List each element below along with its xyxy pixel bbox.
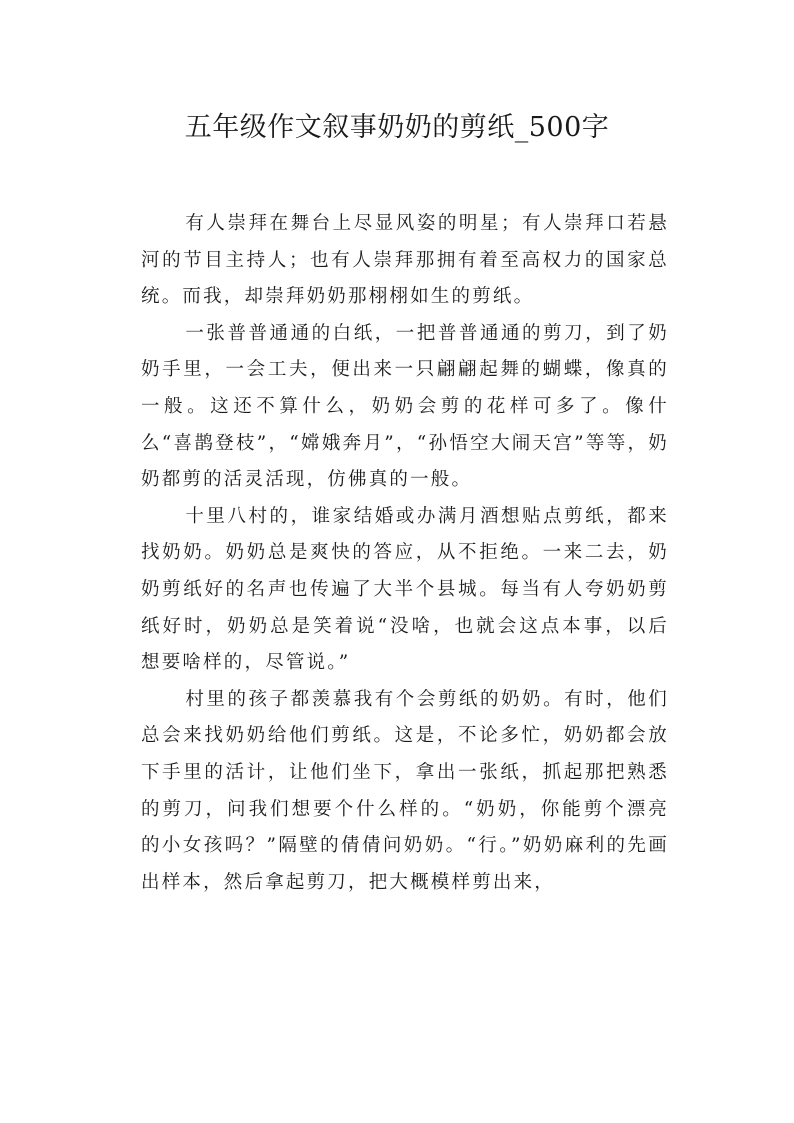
document-title: 五年级作文叙事奶奶的剪纸_500字 <box>184 112 610 143</box>
paragraph: 十里八村的，谁家结婚或办满月酒想贴点剪纸，都来找奶奶。奶奶总是爽快的答应，从不拒绝。一来二去，奶奶剪纸好的名声也传遍了大半个县城。每当有人夸奶奶剪纸好时，奶奶总是笑着说“没啥，也就会这点本事，以后想要啥样的，尽管说。” <box>141 505 669 674</box>
document-body <box>141 206 669 901</box>
paragraph: 一张普普通通的白纸，一把普普通通的剪刀，到了奶奶手里，一会工夫，便出来一只翩翩起舞的蝴蝶，像真的一般。这还不算什么，奶奶会剪的花样可多了。像什么“喜鹊登枝”，“嫦娥奔月”，“孙悟空大闹天宫”等等，奶奶都剪的活灵活现，仿佛真的一般。 <box>141 322 669 491</box>
paragraph: 有人崇拜在舞台上尽显风姿的明星；有人崇拜口若悬河的节目主持人；也有人崇拜那拥有着至高权力的国家总统。而我，却崇拜奶奶那栩栩如生的剪纸。 <box>141 213 669 308</box>
paragraph: 村里的孩子都羡慕我有个会剪纸的奶奶。有时，他们总会来找奶奶给他们剪纸。这是，不论多忙，奶奶都会放下手里的活计，让他们坐下，拿出一张纸，抓起那把熟悉的剪刀，问我们想要个什么样的。“奶奶，你能剪个漂亮的小女孩吗？”隔壁的倩倩问奶奶。“行。”奶奶麻利的先画出样本，然后拿起剪刀，把大概模样剪出来， <box>141 688 669 893</box>
